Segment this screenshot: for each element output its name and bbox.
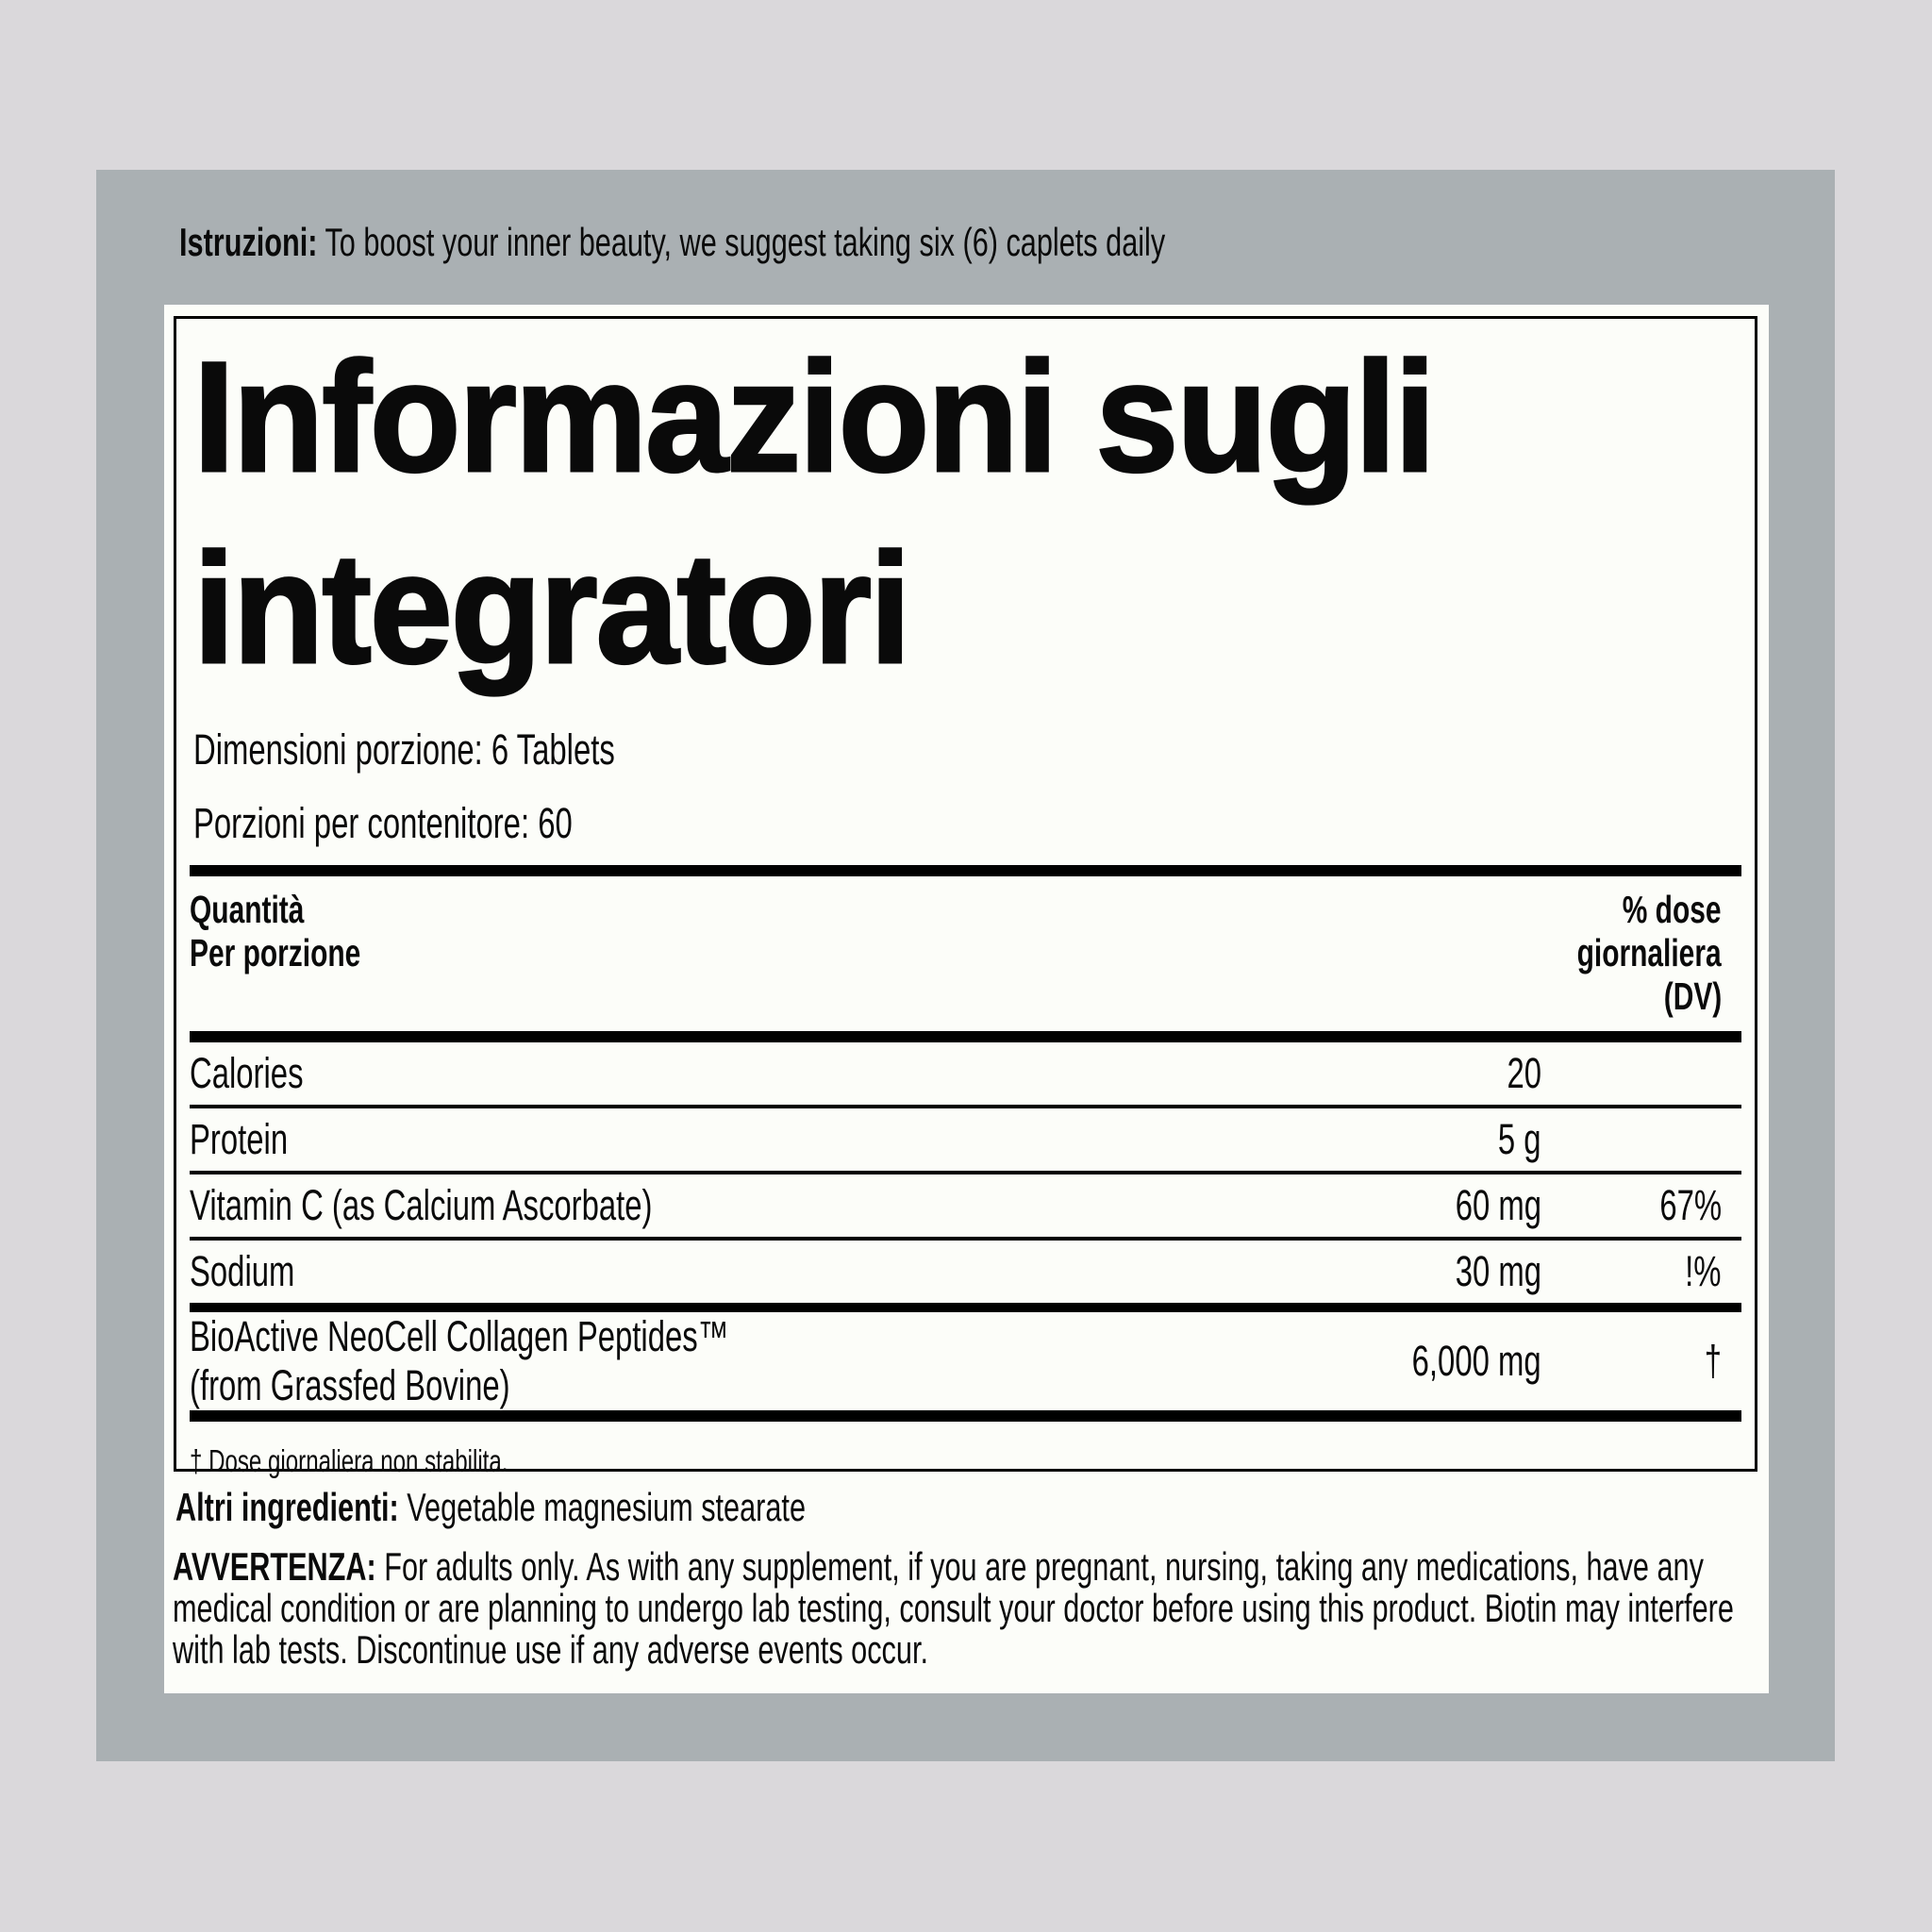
header-top-rule <box>190 865 1741 876</box>
table-row <box>190 1241 1741 1303</box>
nutrient-name: BioActive NeoCell Collagen Peptides™ (from Grassfed Bovine) <box>190 1312 729 1410</box>
supplement-facts-box <box>174 316 1757 1479</box>
facts-header-row <box>190 876 1741 1031</box>
label-card <box>164 305 1769 1693</box>
nutrient-name: Vitamin C (as Calcium Ascorbate) <box>190 1181 653 1230</box>
other-ingredients-label: Altri ingredienti: <box>175 1485 399 1529</box>
nutrient-dv: 67% <box>1659 1181 1722 1230</box>
instructions-text: To boost your inner beauty, we suggest taking six (6) caplets daily <box>325 220 1166 264</box>
label-panel <box>96 170 1835 1761</box>
nutrient-amount: 60 mg <box>1455 1181 1541 1230</box>
amount-header-line1: Quantità <box>190 888 305 932</box>
instructions-line <box>179 219 1530 266</box>
dv-column-header <box>1524 888 1741 1018</box>
nutrient-amount: 30 mg <box>1455 1247 1541 1296</box>
nutrient-name: Protein <box>190 1115 289 1164</box>
amount-column-header <box>190 888 424 974</box>
dv-footnote: † Dose giornaliera non stabilita. <box>190 1443 508 1479</box>
header-bottom-rule <box>190 1031 1741 1042</box>
nutrient-amount: 5 g <box>1498 1115 1541 1164</box>
servings-per-container-line <box>193 795 1741 852</box>
section-rule <box>190 1303 1741 1312</box>
other-ingredients-line <box>175 1484 1039 1531</box>
servings-per-container-text: Porzioni per contenitore: 60 <box>193 799 573 848</box>
other-ingredients-text: Vegetable magnesium stearate <box>407 1485 806 1529</box>
supplement-facts-content <box>176 323 1755 1480</box>
facts-title: Informazioni sugli integratori <box>193 330 1435 696</box>
table-row <box>190 1108 1741 1174</box>
dv-header-line1: % dose <box>1623 888 1722 932</box>
warning-text: For adults only. As with any supplement, if you are pregnant, nursing, taking any medications, have any medical condition or are planning to undergo lab testing, consult your doctor before using this product. Biotin may interfere with lab tests. Discontinue use if any adverse events occur. <box>173 1544 1734 1672</box>
serving-size-text: Dimensioni porzione: 6 Tablets <box>193 725 615 774</box>
nutrient-dv: † <box>1704 1337 1722 1386</box>
table-row <box>190 1312 1741 1410</box>
nutrient-dv <box>1541 1049 1741 1098</box>
nutrient-amount: 20 <box>1507 1049 1541 1098</box>
serving-size-line <box>193 722 1741 778</box>
nutrient-dv <box>1541 1115 1741 1164</box>
warning-label: AVVERTENZA: <box>173 1544 376 1589</box>
other-ingredients-wrap <box>175 1484 806 1531</box>
nutrient-name: Sodium <box>190 1247 295 1296</box>
instructions-label: Istruzioni: <box>179 220 318 264</box>
nutrient-name: Calories <box>190 1049 304 1098</box>
nutrient-dv: !% <box>1685 1247 1722 1296</box>
dv-header-line3: (DV) <box>1663 974 1722 1019</box>
dv-header-line2: giornaliera <box>1576 931 1722 975</box>
footnote-rule <box>190 1410 1741 1422</box>
nutrient-amount: 6,000 mg <box>1412 1337 1541 1386</box>
warning-paragraph <box>173 1546 1736 1671</box>
instructions-text-wrap <box>179 219 1165 266</box>
table-row <box>190 1174 1741 1241</box>
amount-header-line2: Per porzione <box>190 931 361 975</box>
table-row <box>190 1042 1741 1108</box>
